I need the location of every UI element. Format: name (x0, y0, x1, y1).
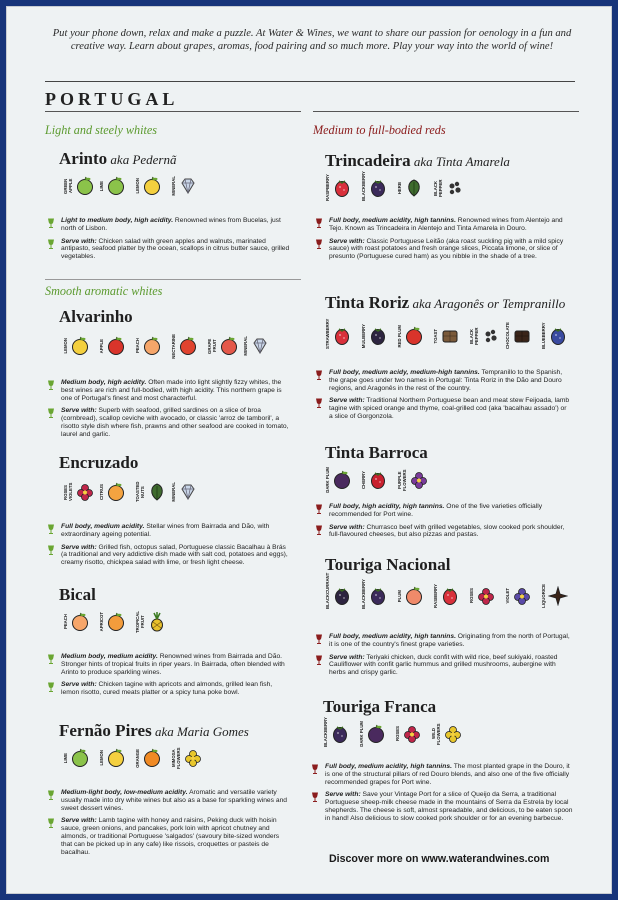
aroma-icons (63, 333, 279, 359)
grape-alias: aka Maria Gomes (151, 724, 249, 739)
aroma-item (325, 572, 361, 609)
liquorice-icon (548, 586, 568, 606)
grape-description (315, 633, 570, 682)
aroma-label: MIMOSA FLOWERS (171, 747, 181, 769)
body-note: Full body, medium acidity, high tannins. Originating from the north of Portugal, it is one of the country's finest grape varieties. (315, 633, 570, 649)
grape-title: Tinta Roriz (325, 293, 410, 312)
aroma-label: DARK PLUM (359, 721, 364, 747)
body-summary: Full body, medium acidity, high tannins. (329, 633, 456, 640)
mineral-icon (178, 176, 198, 196)
body-note: Full body, medium acidity. Stellar wines from Bairrada and Dão, with extraordinary ageing potential. (47, 523, 292, 539)
aroma-label: MINERAL (171, 176, 176, 196)
aroma-icons (325, 318, 577, 349)
body-summary: Medium-light body, low-medium acidity. (61, 789, 188, 796)
mineral-icon (178, 482, 198, 502)
roses-icon (402, 724, 422, 744)
grape-description (315, 217, 570, 266)
aroma-item (325, 318, 361, 349)
toast-icon (440, 326, 460, 346)
grape-alias: aka Aragonês or Tempranillo (409, 296, 566, 311)
aroma-label: MULBERRY (361, 323, 366, 349)
grape-name (59, 307, 133, 327)
grape-description (47, 379, 292, 444)
aroma-item (505, 323, 541, 349)
aroma-item (99, 745, 135, 771)
body-summary: Full body, medium acidity, high tannins. (325, 763, 452, 770)
aroma-label: GRAPE FRUIT (207, 338, 217, 354)
pairing-note: Serve with: Chicken salad with green apples and walnuts, marinated antipasto, seafood platter by the ocean, scallops in citrus butter sauce, grilled vegetables. (47, 238, 292, 261)
wine-glass-icon (47, 790, 55, 800)
lime-icon (106, 176, 126, 196)
wine-glass-icon (315, 504, 323, 514)
mimosa-flowers-icon (183, 748, 203, 768)
grape-alias: aka Tinta Amarela (410, 154, 510, 169)
aroma-label: BLACK PEPPER (433, 179, 443, 197)
pairing-note: Serve with: Churrasco beef with grilled vegetables, slow cooked pork shoulder, full-flavoured cheeses, but also pizzas and pastas. (315, 524, 570, 540)
aroma-label: PEACH (63, 614, 68, 630)
aroma-icons (63, 609, 171, 635)
serve-label: Serve with: (329, 397, 365, 405)
aroma-item (135, 173, 171, 199)
intro-text: Put your phone down, relax and make a puzzle. At Water & Wines, we want to share our passion for oenology in a fun and creative way. Learn about grapes, aromas, food pairing and so much more. Play your way into the world of wine! (52, 28, 572, 52)
wine-glass-icon (315, 218, 323, 228)
pairing-note: Serve with: Lamb tagine with honey and raisins, Peking duck with hoisin sauce, green onions, and pancakes, pork loin with apricot chutney and almonds, or traditional Portuguese 'salgados' (savoury bite-sized wonders that can be picked up in any cafe) like rissois, croquettes or pasteis de bacalhau. (47, 817, 292, 856)
aroma-icons (63, 173, 207, 199)
aroma-icons (325, 572, 577, 609)
aroma-label: PEACH (135, 338, 140, 354)
aroma-label: CHOCOLATE (505, 322, 510, 349)
wine-glass-icon (47, 380, 55, 390)
aroma-label: RASPBERRY (325, 174, 330, 201)
aroma-label: ROSES (469, 588, 474, 604)
wine-glass-icon (315, 655, 323, 665)
body-summary: Medium body, medium acidity. (61, 653, 158, 660)
roses-icon (476, 586, 496, 606)
grape-description (47, 523, 292, 572)
grape-title: Alvarinho (59, 307, 133, 326)
blackcurrant-icon (332, 586, 352, 606)
green-apple-icon (75, 176, 95, 196)
section-reds: Medium to full-bodied reds (313, 123, 446, 137)
body-summary: Full body, medium acidy, medium-high tannins. (329, 369, 480, 376)
aroma-label: BLACKBERRY (361, 579, 366, 609)
aroma-item (99, 479, 135, 505)
body-summary: Full body, medium acidity. (61, 523, 145, 530)
grape-name (59, 149, 176, 169)
aroma-item (359, 721, 395, 747)
aroma-item (397, 175, 433, 201)
wine-glass-icon (47, 408, 55, 418)
grape-description (47, 653, 292, 702)
citrus-icon (106, 482, 126, 502)
aroma-label: LEMON (135, 178, 140, 194)
aroma-icons (325, 171, 469, 201)
serve-label: Serve with: (329, 653, 365, 661)
pairing-note: Serve with: Teriyaki chicken, duck confit with wild rice, beef sukiyaki, roasted Cauliflower with confit garlic hummus and grilled mushrooms, aubergine with herbs and crispy garlic. (315, 654, 570, 677)
aroma-item (63, 479, 99, 505)
aroma-label: CITRUS (99, 484, 104, 500)
aroma-label: LIQUORICE (541, 584, 546, 608)
pairing-note: Serve with: Grilled fish, octopus salad, Portuguese classic Bacalhau à Brás (a traditional and very addictive dish made with salt cod, potatoes and eggs), creamy risotto, chickpea salad with lime, or fresh light cheese. (47, 544, 292, 567)
aroma-item (469, 583, 505, 609)
divider (45, 111, 301, 112)
aroma-item (63, 333, 99, 359)
aroma-item (541, 583, 577, 609)
divider (45, 81, 575, 82)
rasberry-icon (440, 586, 460, 606)
serve-label: Serve with: (329, 523, 365, 531)
aroma-item (433, 175, 469, 201)
divider (313, 111, 579, 112)
aroma-label: TOASTED NUTS (135, 481, 145, 503)
grape-title: Touriga Nacional (325, 555, 451, 574)
body-note: Medium-light body, low-medium acidity. Aromatic and versatile variety usually made into dry white wines but also as a base for sparkling wines and sweet dessert wines. (47, 789, 292, 812)
grape-description (47, 217, 292, 266)
aroma-item (431, 721, 467, 747)
aroma-icons (323, 717, 467, 747)
aroma-item (469, 323, 505, 349)
body-note: Full body, medium acidity, high tannins. The most planted grape in the Douro, it is one of the structural pillars of red Douro blends, and also one of the five officially recommended grapes for Port wine. (311, 763, 573, 786)
strawberry-icon (332, 326, 352, 346)
footer-link[interactable]: Discover more on www.waterandwines.com (329, 853, 550, 865)
black-pepper-icon (481, 326, 501, 346)
grape-name (325, 555, 450, 575)
chocolate-icon (512, 326, 532, 346)
aroma-icons (325, 467, 433, 493)
aroma-label: BLACKCURRANT (325, 572, 330, 609)
aroma-label: CHERRY (361, 471, 366, 489)
serve-label: Serve with: (329, 237, 365, 245)
aroma-label: BLACKBERRY (323, 717, 328, 747)
lemon-icon (106, 748, 126, 768)
grape-name (59, 585, 96, 605)
aroma-label: STRAWBERRY (325, 318, 330, 349)
aroma-item (171, 173, 207, 199)
aroma-icons (63, 479, 207, 505)
serve-label: Serve with: (61, 237, 97, 245)
wine-glass-icon (47, 545, 55, 555)
aroma-item (135, 333, 171, 359)
peach-icon (70, 612, 90, 632)
mineral-icon (250, 336, 270, 356)
blackberry-icon (368, 178, 388, 198)
aroma-item (541, 323, 577, 349)
aroma-label: LIME (99, 180, 104, 192)
aroma-item (325, 467, 361, 493)
aroma-label: LEMON (63, 338, 68, 354)
aroma-label: APPLE (99, 338, 104, 354)
aroma-label: ROSES (395, 726, 400, 742)
grape-title: Arinto (59, 149, 108, 168)
aroma-label: ORANGE (135, 748, 140, 768)
body-note: Medium body, medium acidity. Renowned wines from Bairrada and Dão. Stronger hints of tropical fruits in riper years. In Bairrada, often blended with Arinto to produce sparkling wines. (47, 653, 292, 676)
grape-title: Fernão Pires (59, 721, 152, 740)
aroma-item (63, 173, 99, 199)
wine-glass-icon (47, 218, 55, 228)
body-note: Full body, high acidity, high tannins. One of the five varieties officially recommended for Port wine. (315, 503, 570, 519)
aroma-label: ROSES VIOLETS (63, 482, 73, 502)
aroma-item (135, 745, 171, 771)
aroma-label: PURPLE FLOWERS (397, 469, 407, 491)
country-title: PORTUGAL (45, 89, 179, 109)
aroma-item (361, 171, 397, 201)
serve-label: Serve with: (61, 817, 97, 825)
herb-icon (404, 178, 424, 198)
apple-icon (106, 336, 126, 356)
cherry-icon (368, 470, 388, 490)
aroma-label: VIOLET (505, 588, 510, 604)
aroma-icons (63, 745, 207, 771)
wine-glass-icon (47, 239, 55, 249)
wine-glass-icon (315, 370, 323, 380)
aroma-item (361, 323, 397, 349)
grape-alias: aka Pedernã (107, 152, 177, 167)
aroma-item (433, 323, 469, 349)
grape-name (323, 697, 436, 717)
aroma-label: APRICOT (99, 612, 104, 632)
grape-title: Touriga Franca (323, 697, 437, 716)
purple-flowers-icon (409, 470, 429, 490)
section-light-whites: Light and steely whites (45, 123, 158, 137)
tropical-fruit-icon (147, 612, 167, 632)
grape-fruit-icon (219, 336, 239, 356)
grape-title: Trincadeira (325, 151, 411, 170)
aroma-label: WILD FLOWERS (431, 723, 441, 745)
wine-glass-icon (47, 524, 55, 534)
serve-label: Serve with: (61, 543, 97, 551)
aroma-label: DARK PLUM (325, 467, 330, 493)
aroma-item (99, 173, 135, 199)
body-summary: Full body, medium acidity, high tannins. (329, 217, 456, 224)
blueberry-icon (548, 326, 568, 346)
aroma-label: BLACK PEPPER (469, 327, 479, 345)
aroma-label: BLUEBERRY (541, 322, 546, 349)
serve-label: Serve with: (61, 681, 97, 689)
body-note: Medium body, high acidity. Often made into light slightly fizzy whites, the best wines are rich and full-bodied, with high acidity. This northern grape is one of Portugal's finest and most characterful. (47, 379, 292, 402)
divider (45, 279, 301, 280)
wine-glass-icon (315, 634, 323, 644)
serve-label: Serve with: (61, 407, 97, 415)
section-aromatic-whites: Smooth aromatic whites (45, 284, 163, 298)
body-note: Full body, medium acidity, high tannins. Renowned wines from Alentejo and Tejo. Known as Trincadeira in Alentejo and Tinta Amarela in Douro. (315, 217, 570, 233)
aroma-item (171, 333, 207, 359)
aroma-item (99, 333, 135, 359)
dark-plum-icon (366, 724, 386, 744)
aroma-item (397, 583, 433, 609)
nectarine-icon (178, 336, 198, 356)
peach-icon (142, 336, 162, 356)
body-note: Full body, medium acidy, medium-high tannins. Tempranillo to the Spanish, the grape goes under two names in Portugal: Tinta Roriz in the Dão and Douro regions, and Aragonês in the rest of the country. (315, 369, 570, 392)
blackberry-icon (330, 724, 350, 744)
toasted-nuts-icon (147, 482, 167, 502)
wine-glass-icon (315, 239, 323, 249)
mulberry-icon (368, 326, 388, 346)
body-summary: Medium body, high acidity. (61, 379, 147, 386)
aroma-item (505, 583, 541, 609)
wild-flowers-icon (443, 724, 463, 744)
aroma-item (171, 745, 207, 771)
aroma-item (361, 579, 397, 609)
grape-description (315, 503, 570, 544)
lime-icon (70, 748, 90, 768)
aroma-item (207, 333, 243, 359)
body-summary: Full body, high acidity, high tannins. (329, 503, 445, 510)
lemon-icon (70, 336, 90, 356)
violet-icon (512, 586, 532, 606)
aroma-item (361, 467, 397, 493)
wine-glass-icon (311, 764, 319, 774)
aroma-item (243, 333, 279, 359)
wine-glass-icon (311, 792, 319, 802)
grape-title: Tinta Barroca (325, 443, 428, 462)
aroma-item (325, 175, 361, 201)
aroma-label: RASBERRY (433, 584, 438, 608)
grape-name (325, 293, 565, 313)
wine-glass-icon (315, 525, 323, 535)
body-note: Light to medium body, high acidity. Renowned wines from Bucelas, just north of Lisbon. (47, 217, 292, 233)
aroma-item (433, 583, 469, 609)
wine-glass-icon (47, 818, 55, 828)
grape-name (325, 443, 428, 463)
grape-name (325, 151, 510, 171)
pairing-note: Serve with: Classic Portuguese Leitão (aka roast suckling pig with a mild spicy sauce) with roast potatoes and fresh orange slices, Piccata limone, or slice of presunto (Portuguese cured ham) as you nibble in the shade of a tree. (315, 238, 570, 261)
pairing-note: Serve with: Superb with seafood, grilled sardines on a slice of broa (cornbread), scallop ceviche with avocado, or classic 'arroz de tamboril', a risotto style dish where fish, prawns and other seafood are cooked in tomato, laurel and garlic. (47, 407, 292, 438)
lemon-icon (142, 176, 162, 196)
aroma-label: NECTARINE (171, 333, 176, 359)
apricot-icon (106, 612, 126, 632)
aroma-item (395, 721, 431, 747)
plum-icon (404, 586, 424, 606)
dark-plum-icon (332, 470, 352, 490)
aroma-label: RED PLUM (397, 324, 402, 348)
wine-glass-icon (47, 654, 55, 664)
aroma-label: PLUM (397, 589, 402, 603)
aroma-label: LEMON (99, 750, 104, 766)
aroma-label: LIME (63, 752, 68, 764)
serve-label: Serve with: (325, 791, 361, 799)
aroma-item (99, 609, 135, 635)
roses-violets-icon (75, 482, 95, 502)
aroma-label: TROPICAL FRUIT (135, 611, 145, 633)
aroma-label: BLACKBERRY (361, 171, 366, 201)
grape-title: Encruzado (59, 453, 139, 472)
aroma-item (397, 323, 433, 349)
raspberry-icon (332, 178, 352, 198)
grape-name (59, 453, 138, 473)
aroma-label: TOAST (433, 328, 438, 344)
grape-name (59, 721, 249, 741)
wine-glass-icon (47, 682, 55, 692)
pairing-note: Serve with: Traditional Northern Portuguese bean and meat stew Feijoada, lamb tagine with spiced orange and thyme, coal-grilled cod (aka 'bacalhau assado') or a slice of Gorgonzola. (315, 397, 570, 420)
aroma-item (63, 609, 99, 635)
aroma-label: HERB (397, 181, 402, 195)
aroma-item (171, 479, 207, 505)
aroma-label: MINERAL (243, 336, 248, 356)
grape-description (311, 763, 573, 828)
grape-description (47, 789, 292, 861)
pairing-note: Serve with: Chicken tagine with apricots and almonds, grilled lean fish, lemon risotto, cured meats platter or a spicy tuna poke bowl. (47, 681, 292, 697)
wine-glass-icon (315, 398, 323, 408)
wine-guide-page (6, 6, 612, 894)
orange-icon (142, 748, 162, 768)
aroma-item (63, 745, 99, 771)
blackberry-icon (368, 586, 388, 606)
black-pepper-icon (445, 178, 465, 198)
aroma-item (397, 467, 433, 493)
aroma-item (323, 717, 359, 747)
aroma-label: MINERAL (171, 482, 176, 502)
body-summary: Light to medium body, high acidity. (61, 217, 174, 224)
aroma-label: GREEN APPLE (63, 178, 73, 194)
aroma-item (135, 609, 171, 635)
red-plum-icon (404, 326, 424, 346)
grape-description (315, 369, 570, 426)
aroma-item (135, 479, 171, 505)
grape-title: Bical (59, 585, 96, 604)
pairing-note: Serve with: Save your Vintage Port for a slice of Queijo da Serra, a traditional Portuguese sheep-milk cheese made in the mountains of Serra da Estrela by local shepherds. The cheese is soft, almost spreadable, and delicious, to be eaten spoon in hand! Also delicious to slow cooked pork shoulder or for an evening barbecue. (311, 791, 573, 822)
